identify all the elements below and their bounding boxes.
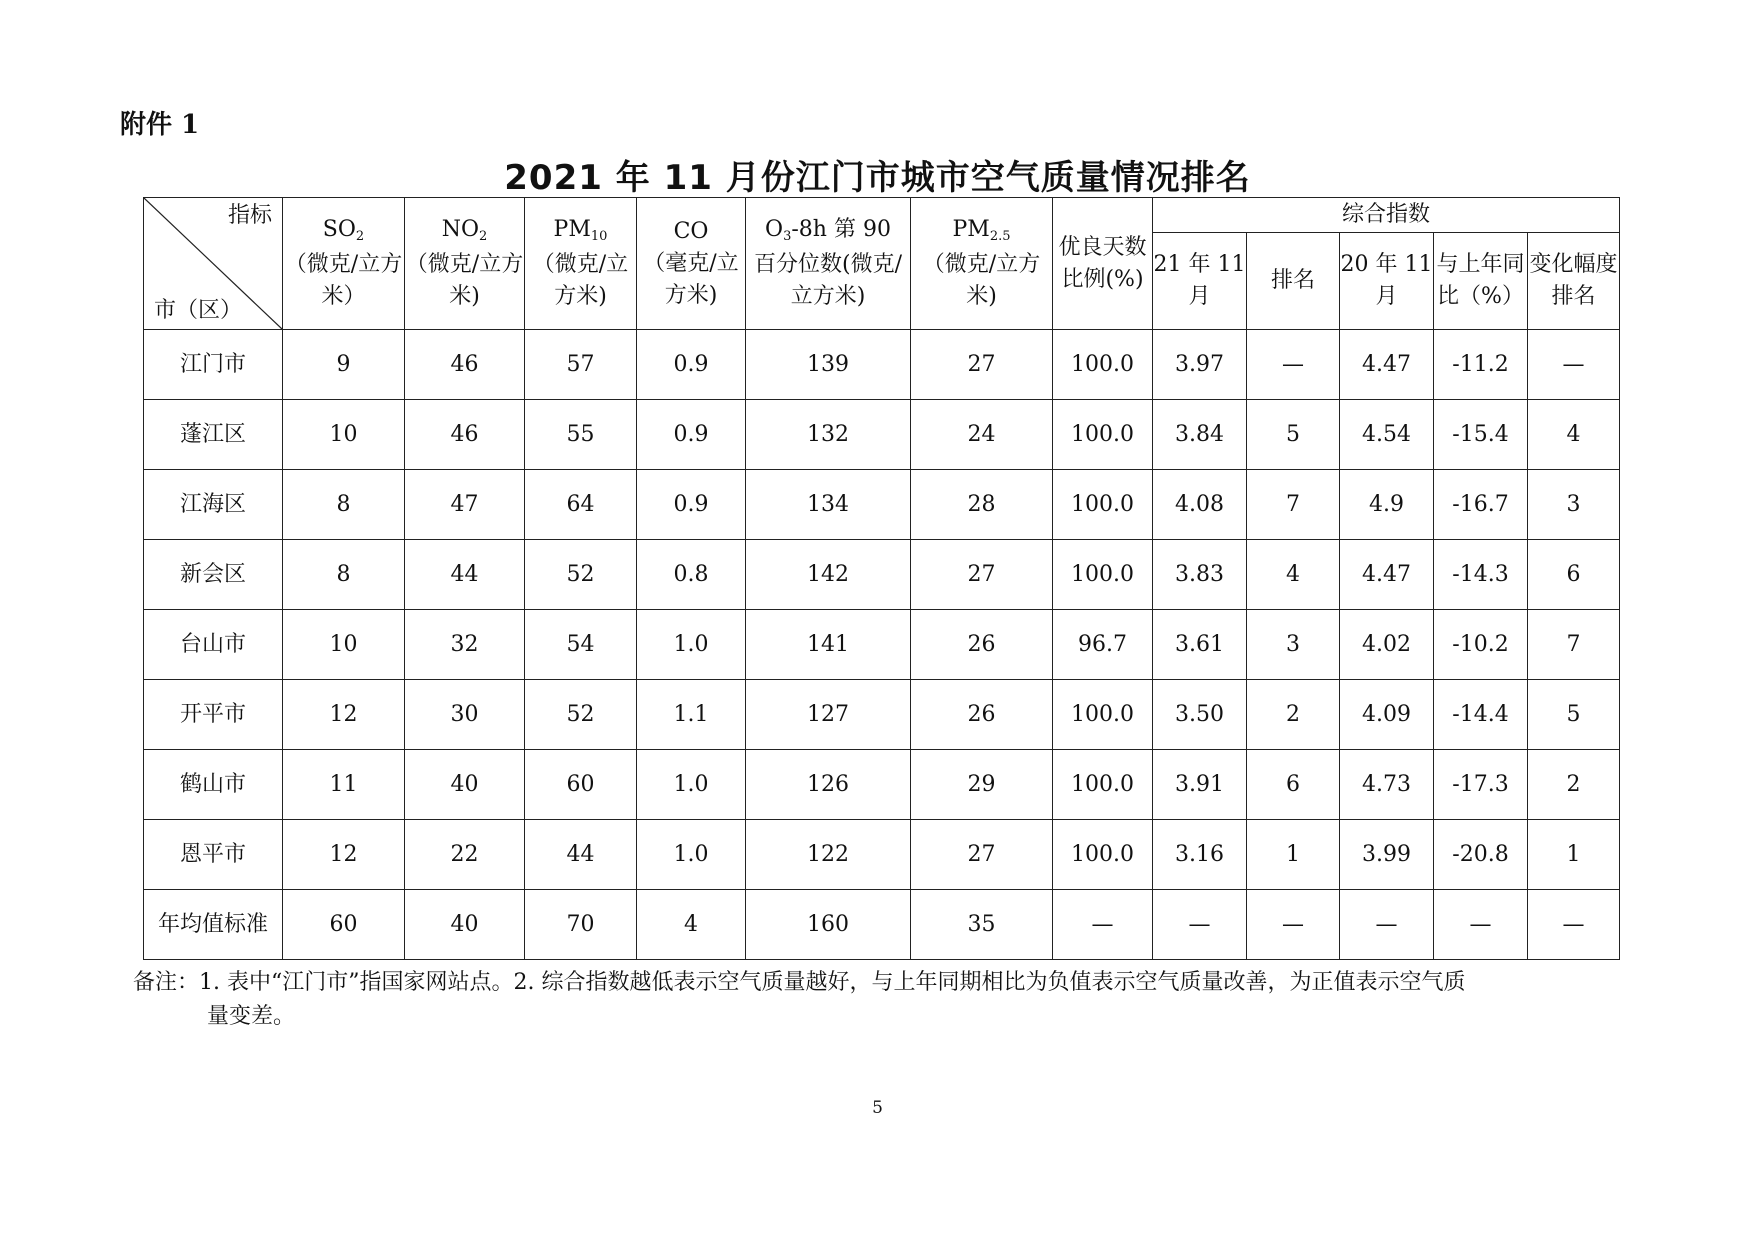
table-row [144, 470, 1620, 540]
value-cell: 26 [911, 680, 1053, 750]
header-good-days: 优良天数比例(%) [1053, 198, 1153, 330]
value-cell: 4.09 [1340, 680, 1434, 750]
value-cell: 46 [405, 400, 525, 470]
value-cell: 122 [746, 820, 911, 890]
value-cell: 46 [405, 330, 525, 400]
value-cell: 27 [911, 820, 1053, 890]
value-cell: 3.50 [1153, 680, 1247, 750]
value-cell: 52 [525, 540, 637, 610]
value-cell: 12 [283, 680, 405, 750]
value-cell: 32 [405, 610, 525, 680]
footnote-line-2: 量变差。 [207, 1004, 296, 1029]
value-cell: -14.3 [1434, 540, 1528, 610]
value-cell: 3.84 [1153, 400, 1247, 470]
header-2020-nov: 20 年 11 月 [1340, 233, 1434, 330]
corner-header-cell [144, 198, 283, 330]
header-pm10: $PM_{10}$ （微克/立方米) [525, 198, 637, 330]
header-change-rank: 变化幅度排名 [1528, 233, 1620, 330]
value-cell: 96.7 [1053, 610, 1153, 680]
value-cell: 0.8 [637, 540, 746, 610]
value-cell: — [1434, 890, 1528, 960]
value-cell: 100.0 [1053, 820, 1153, 890]
attachment-label: 附件 1 [120, 110, 200, 140]
value-cell: 132 [746, 400, 911, 470]
page-number: 5 [872, 1098, 883, 1118]
value-cell: -11.2 [1434, 330, 1528, 400]
value-cell: 44 [525, 820, 637, 890]
value-cell: 2 [1528, 750, 1620, 820]
value-cell: 4.02 [1340, 610, 1434, 680]
value-cell: 24 [911, 400, 1053, 470]
value-cell: 22 [405, 820, 525, 890]
value-cell: — [1153, 890, 1247, 960]
value-cell: 7 [1528, 610, 1620, 680]
value-cell: 1 [1247, 820, 1340, 890]
row-name-cell: 鹤山市 [144, 750, 283, 820]
value-cell: 27 [911, 540, 1053, 610]
row-name-cell: 恩平市 [144, 820, 283, 890]
value-cell: 3.99 [1340, 820, 1434, 890]
value-cell: 3.97 [1153, 330, 1247, 400]
value-cell: 54 [525, 610, 637, 680]
row-name-cell: 江海区 [144, 470, 283, 540]
value-cell: 1.0 [637, 820, 746, 890]
value-cell: -15.4 [1434, 400, 1528, 470]
value-cell: 2 [1247, 680, 1340, 750]
value-cell: — [1247, 330, 1340, 400]
value-cell: -10.2 [1434, 610, 1528, 680]
value-cell: 3 [1247, 610, 1340, 680]
value-cell: -16.7 [1434, 470, 1528, 540]
value-cell: 4.47 [1340, 540, 1434, 610]
value-cell: 4.08 [1153, 470, 1247, 540]
value-cell: 100.0 [1053, 470, 1153, 540]
value-cell: 100.0 [1053, 750, 1153, 820]
value-cell: — [1053, 890, 1153, 960]
value-cell: 1.0 [637, 610, 746, 680]
value-cell: 40 [405, 750, 525, 820]
value-cell: 11 [283, 750, 405, 820]
value-cell: — [1247, 890, 1340, 960]
header-so2: $SO_2$ （微克/立方米） [283, 198, 405, 330]
header-rank: 排名 [1247, 233, 1340, 330]
value-cell: 1.1 [637, 680, 746, 750]
value-cell: 127 [746, 680, 911, 750]
corner-indicator-label: 指标 [227, 203, 272, 228]
value-cell: 44 [405, 540, 525, 610]
value-cell: -20.8 [1434, 820, 1528, 890]
value-cell: 0.9 [637, 400, 746, 470]
value-cell: 100.0 [1053, 330, 1153, 400]
table-row [144, 890, 1620, 960]
value-cell: 60 [283, 890, 405, 960]
table-row [144, 610, 1620, 680]
value-cell: 30 [405, 680, 525, 750]
value-cell: 3.91 [1153, 750, 1247, 820]
value-cell: — [1340, 890, 1434, 960]
value-cell: 1.0 [637, 750, 746, 820]
value-cell: 6 [1247, 750, 1340, 820]
header-2021-nov: 21 年 11 月 [1153, 233, 1247, 330]
value-cell: 55 [525, 400, 637, 470]
corner-city-label: 市（区） [154, 298, 243, 323]
header-pm25: $PM_{2.5}$ （微克/立方米) [911, 198, 1053, 330]
value-cell: — [1528, 890, 1620, 960]
value-cell: 4 [1528, 400, 1620, 470]
value-cell: 160 [746, 890, 911, 960]
table-row [144, 680, 1620, 750]
value-cell: 141 [746, 610, 911, 680]
value-cell: 100.0 [1053, 400, 1153, 470]
value-cell: 4 [1247, 540, 1340, 610]
footnote [133, 966, 1653, 1034]
table-row [144, 820, 1620, 890]
table-body [144, 330, 1620, 960]
value-cell: -17.3 [1434, 750, 1528, 820]
value-cell: 26 [911, 610, 1053, 680]
value-cell: 8 [283, 540, 405, 610]
row-name-cell: 江门市 [144, 330, 283, 400]
value-cell: 52 [525, 680, 637, 750]
value-cell: 0.9 [637, 470, 746, 540]
header-yoy: 与上年同比（%） [1434, 233, 1528, 330]
header-no2: $NO_2$ （微克/立方米) [405, 198, 525, 330]
value-cell: 142 [746, 540, 911, 610]
row-name-cell: 年均值标准 [144, 890, 283, 960]
value-cell: -14.4 [1434, 680, 1528, 750]
value-cell: 47 [405, 470, 525, 540]
value-cell: 3 [1528, 470, 1620, 540]
value-cell: 139 [746, 330, 911, 400]
value-cell: 70 [525, 890, 637, 960]
value-cell: 5 [1247, 400, 1340, 470]
air-quality-table [143, 197, 1620, 960]
value-cell: 0.9 [637, 330, 746, 400]
row-name-cell: 蓬江区 [144, 400, 283, 470]
value-cell: 4.73 [1340, 750, 1434, 820]
value-cell: 9 [283, 330, 405, 400]
value-cell: 28 [911, 470, 1053, 540]
value-cell: 4.9 [1340, 470, 1434, 540]
value-cell: 8 [283, 470, 405, 540]
footnote-line-1: 备注：1. 表中“江门市”指国家网站点。2. 综合指数越低表示空气质量越好，与上年同期相比为负值表示空气质量改善，为正值表示空气质 [133, 970, 1466, 995]
value-cell: 60 [525, 750, 637, 820]
value-cell: 134 [746, 470, 911, 540]
table-row [144, 540, 1620, 610]
row-name-cell: 台山市 [144, 610, 283, 680]
value-cell: 57 [525, 330, 637, 400]
value-cell: 10 [283, 400, 405, 470]
table-row [144, 400, 1620, 470]
value-cell: 4.47 [1340, 330, 1434, 400]
row-name-cell: 新会区 [144, 540, 283, 610]
value-cell: 1 [1528, 820, 1620, 890]
value-cell: — [1528, 330, 1620, 400]
value-cell: 3.61 [1153, 610, 1247, 680]
value-cell: 100.0 [1053, 680, 1153, 750]
value-cell: 3.16 [1153, 820, 1247, 890]
header-co: CO （毫克/立方米) [637, 198, 746, 330]
value-cell: 27 [911, 330, 1053, 400]
value-cell: 6 [1528, 540, 1620, 610]
value-cell: 100.0 [1053, 540, 1153, 610]
value-cell: 29 [911, 750, 1053, 820]
table-row [144, 330, 1620, 400]
table-row [144, 750, 1620, 820]
value-cell: 7 [1247, 470, 1340, 540]
value-cell: 4 [637, 890, 746, 960]
row-name-cell: 开平市 [144, 680, 283, 750]
value-cell: 64 [525, 470, 637, 540]
value-cell: 5 [1528, 680, 1620, 750]
header-o3: $O_3-8h$ 第 90 百分位数(微克/立方米) [746, 198, 911, 330]
value-cell: 4.54 [1340, 400, 1434, 470]
value-cell: 3.83 [1153, 540, 1247, 610]
value-cell: 10 [283, 610, 405, 680]
header-composite-index: 综合指数 [1153, 198, 1620, 233]
page-title: 2021 年 11 月份江门市城市空气质量情况排名 [504, 158, 1251, 198]
value-cell: 126 [746, 750, 911, 820]
value-cell: 12 [283, 820, 405, 890]
value-cell: 35 [911, 890, 1053, 960]
value-cell: 40 [405, 890, 525, 960]
